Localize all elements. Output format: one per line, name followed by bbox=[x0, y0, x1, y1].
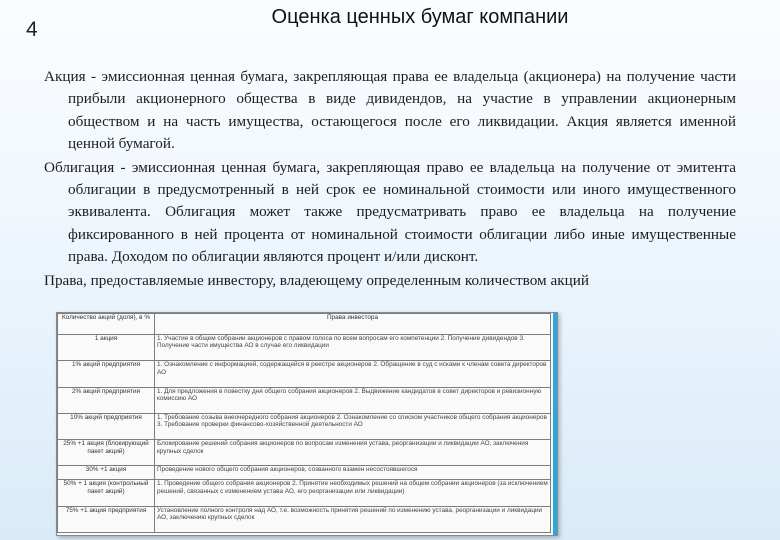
investor-rights-table bbox=[57, 313, 551, 533]
table-row bbox=[58, 387, 551, 413]
table-row bbox=[58, 466, 551, 480]
share-cell: 50% + 1 акция (контрольный пакет акций) bbox=[58, 480, 155, 506]
table-row bbox=[58, 480, 551, 506]
rights-cell: 1. Требование созыва внеочередного собрания акционеров 2. Ознакомление со списком участников общего собрания акционеров 3. Требование проверки финансово-хозяйственной деятельности АО bbox=[155, 413, 551, 439]
rights-cell: Проведение нового общего собрания акционеров, созванного взамен несостоявшегося bbox=[155, 466, 551, 480]
rights-cell: Блокирование решений собрания акционеров по вопросам изменения устава, реорганизации и ликвидации АО, заключения крупных сделок bbox=[155, 440, 551, 466]
table-row bbox=[58, 440, 551, 466]
share-cell: 75% +1 акция предприятия bbox=[58, 506, 155, 532]
body-text bbox=[44, 66, 736, 293]
table-row bbox=[58, 361, 551, 387]
share-cell: 1 акция bbox=[58, 335, 155, 361]
share-cell: 30% +1 акция bbox=[58, 466, 155, 480]
rights-cell: 1. Участие в общем собрании акционеров с правом голоса по всем вопросам его компетенции 2. Получение дивидендов 3. Получение части имущества АО в случае его ликвидации bbox=[155, 335, 551, 361]
paragraph-investor-rights-intro: Права, предоставляемые инвестору, владеющему определенным количеством акций bbox=[44, 271, 589, 289]
table-row bbox=[58, 335, 551, 361]
paragraph-bond-definition: Облигация - эмиссионная ценная бумага, закрепляющая право ее владельца на получение от эмитента облигации в предусмотренный в ней срок ее номинальной стоимости или иного имущественного эквивалента. Облигация может также предусматривать право ее владельца на получение фиксированного в ней процента от номинальной стоимости облигации либо иные имущественные права. Доходом по облигации являются процент и/или дисконт. bbox=[44, 158, 736, 266]
share-cell: 25% +1 акция (блокирующий пакет акций) bbox=[58, 440, 155, 466]
table-row bbox=[58, 413, 551, 439]
table-row bbox=[58, 506, 551, 532]
paragraph-stock-definition: Акция - эмиссионная ценная бумага, закрепляющая права ее владельца (акционера) на получение части прибыли акционерного общества в виде дивидендов, на участие в управлении акционерным обществом и на часть имущества, остающегося после его ликвидации. Акция является именной ценной бумагой. bbox=[44, 68, 736, 153]
investor-rights-table-image bbox=[56, 312, 558, 536]
column-header-share: Количество акций (доля), в % bbox=[58, 314, 155, 335]
slide-title: Оценка ценных бумаг компании bbox=[271, 6, 569, 28]
share-cell: 10% акций предприятия bbox=[58, 413, 155, 439]
share-cell: 2% акций предприятия bbox=[58, 387, 155, 413]
table-header-row bbox=[58, 314, 551, 335]
rights-cell: 1. Для предложения в повестку дня общего собрания акционеров 2. Выдвижение кандидатов в совет директоров и ревизионную комиссию АО bbox=[155, 387, 551, 413]
rights-cell: 1. Ознакомление с информацией, содержащейся в реестре акционеров 2. Обращение в суд с исками к членам совета директоров АО bbox=[155, 361, 551, 387]
rights-cell: 1. Проведение общего собрания акционеров 2. Принятие необходимых решений на общем собрании акционеров (за исключением решений, связанных с изменением устава АО, его реорганизации или ликвидации) bbox=[155, 480, 551, 506]
slide-number: 4 bbox=[26, 18, 38, 41]
share-cell: 1% акций предприятия bbox=[58, 361, 155, 387]
column-header-rights: Права инвестора bbox=[155, 314, 551, 335]
rights-cell: Установление полного контроля над АО, т.е. возможность принятия решений по изменению устава, реорганизации и ликвидации АО, заключению крупных сделок bbox=[155, 506, 551, 532]
